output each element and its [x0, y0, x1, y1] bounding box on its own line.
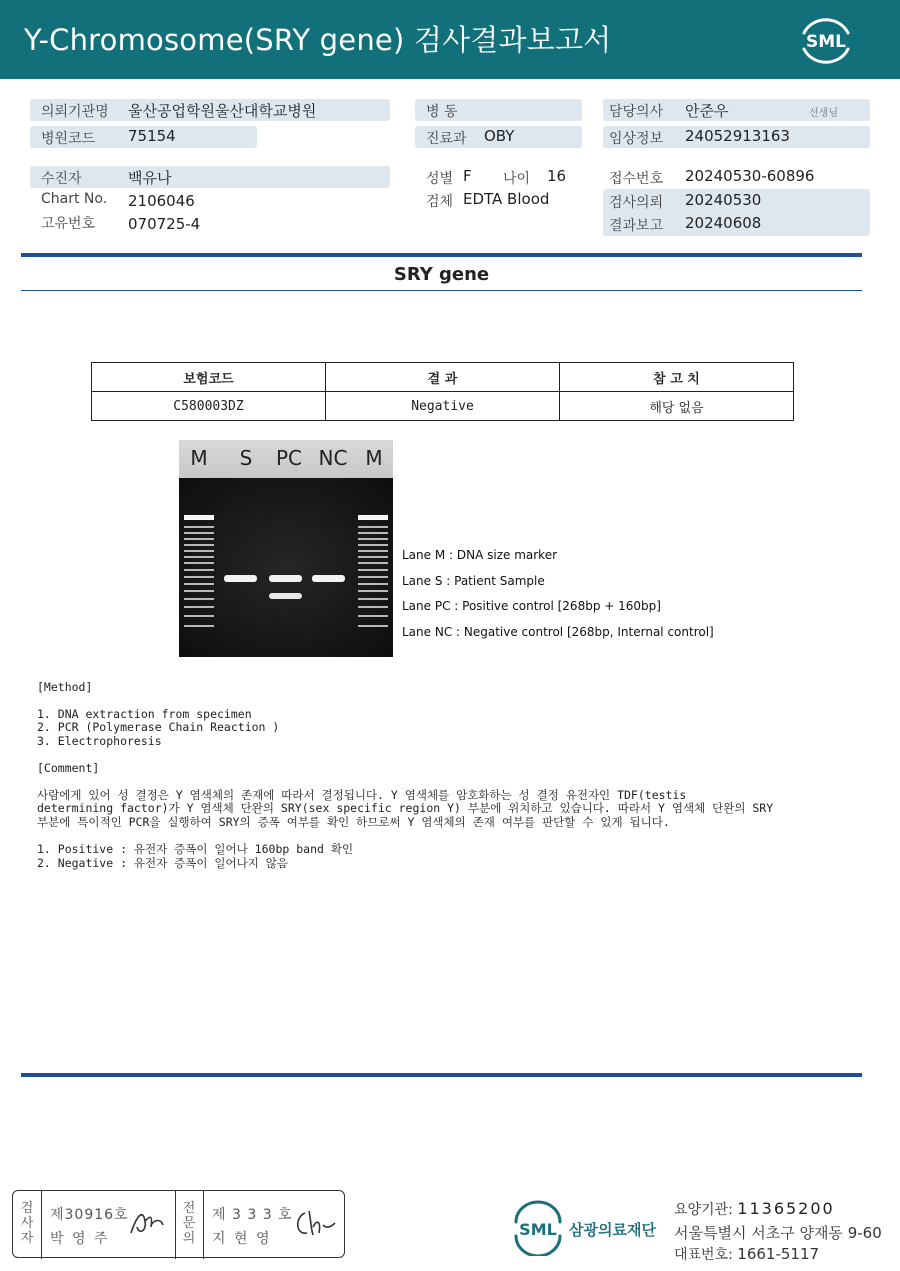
method-heading: [Method] — [37, 680, 93, 694]
report-title: Y-Chromosome(SRY gene) 검사결과보고서 — [24, 23, 612, 57]
ladder-band — [358, 576, 388, 578]
reception-value: 20240530-60896 — [685, 167, 815, 185]
reception-label: 접수번호 — [609, 171, 664, 187]
table-header-row — [92, 363, 794, 392]
ladder-band — [358, 538, 388, 540]
ladder-band — [358, 556, 388, 558]
method-item: 1. DNA extraction from specimen — [37, 707, 252, 721]
lane-label-nc: NC — [318, 446, 348, 470]
ladder-band — [184, 590, 214, 592]
comment-line: 사람에게 있어 성 결정은 Y 염색체의 존재에 따라서 결정됩니다. Y 염색체를 암호화하는 성 결정 유전자인 TDF(testis — [37, 788, 687, 802]
chart-value: 2106046 — [128, 192, 195, 210]
patient-value: 백유나 — [128, 169, 172, 187]
ladder-band — [358, 583, 388, 585]
ladder-band — [184, 562, 214, 564]
hospital-code-value: 75154 — [128, 127, 176, 145]
ladder-band — [184, 598, 214, 600]
report-label: 결과보고 — [609, 218, 664, 234]
ladder-band — [184, 569, 214, 571]
ladder-band — [358, 550, 388, 552]
divider-top — [21, 253, 862, 257]
ladder-band — [184, 538, 214, 540]
footer-phone-value: 1661-5117 — [737, 1245, 820, 1263]
lane-label-m2: M — [365, 446, 383, 470]
request-value: 20240530 — [685, 191, 762, 209]
patient-pill — [30, 166, 390, 188]
ladder-band — [184, 576, 214, 578]
specialist-name: 지 현 영 — [212, 1231, 272, 1247]
divider-title — [21, 290, 862, 291]
comment-line: determining factor)가 Y 염색체 단완의 SRY(sex specific region Y) 부분에 위치하고 있습니다. 따라서 Y 염색체 단완의 SRY — [37, 801, 774, 815]
institution-value: 울산공업학원울산대학교병원 — [128, 102, 317, 120]
ladder-band — [358, 590, 388, 592]
comment-item: 1. Positive : 유전자 증폭이 일어나 160bp band 확인 — [37, 842, 354, 856]
footer-org-name: 삼광의료재단 — [569, 1221, 656, 1239]
header-reference: 참 고 치 — [560, 363, 794, 392]
legend-lane-m: Lane M : DNA size marker — [402, 548, 558, 562]
ladder-band — [184, 556, 214, 558]
footer-address: 서울특별시 서초구 양재동 9-60 — [674, 1224, 882, 1242]
institution-label: 의뢰기관명 — [41, 104, 109, 120]
inspector-label: 검 사 자 — [20, 1201, 34, 1246]
ladder-band — [184, 526, 214, 528]
request-label: 검사의뢰 — [609, 195, 664, 211]
footer-sml-logo-icon — [510, 1200, 566, 1256]
ladder-band — [358, 615, 388, 617]
ladder-band — [358, 598, 388, 600]
divider-bottom — [21, 1073, 862, 1077]
chart-label: Chart No. — [41, 191, 108, 207]
sex-value: F — [463, 167, 472, 185]
ladder-band — [358, 625, 388, 627]
ladder-band — [358, 562, 388, 564]
header-result: 결 과 — [326, 363, 560, 392]
footer-institution-code — [674, 1199, 835, 1219]
cell-insurance-code: C580003DZ — [92, 392, 326, 421]
inspector-signature-icon — [127, 1205, 167, 1241]
lane-label-s: S — [239, 446, 253, 470]
doctor-value: 안준우 — [685, 102, 729, 120]
specimen-value: EDTA Blood — [463, 190, 550, 208]
inspector-license: 제30916호 — [50, 1207, 129, 1223]
band-nc-268 — [312, 575, 345, 582]
legend-lane-s: Lane S : Patient Sample — [402, 574, 545, 588]
doctor-suffix: 선생님 — [809, 108, 838, 119]
clinical-info-value: 24052913163 — [685, 127, 790, 145]
comment-heading: [Comment] — [37, 761, 100, 775]
ladder-band — [184, 544, 214, 546]
gel-background — [179, 478, 393, 657]
footer-phone — [674, 1244, 819, 1264]
ladder-band — [184, 532, 214, 534]
unique-value: 070725-4 — [128, 215, 201, 233]
ward-label: 병 동 — [426, 104, 458, 120]
lane-label-pc: PC — [275, 446, 303, 470]
ladder-band — [358, 526, 388, 528]
hospital-code-label: 병원코드 — [41, 131, 96, 147]
footer-code-label: 요양기관: — [674, 1202, 733, 1218]
sml-logo-icon — [796, 13, 856, 67]
department-value: OBY — [484, 127, 515, 145]
legend-lane-nc: Lane NC : Negative control [268bp, Internal control] — [402, 625, 714, 639]
ladder-band — [184, 615, 214, 617]
ladder-band — [184, 550, 214, 552]
section-title: SRY gene — [393, 264, 490, 285]
sml-logo-text: SML — [806, 32, 846, 52]
report-value: 20240608 — [685, 214, 762, 232]
ladder-band — [358, 515, 388, 520]
unique-label: 고유번호 — [41, 216, 96, 232]
age-value: 16 — [547, 167, 567, 185]
ladder-band — [184, 583, 214, 585]
footer-phone-label: 대표번호: — [674, 1247, 733, 1263]
cell-result: Negative — [326, 392, 560, 421]
band-pc-160 — [269, 593, 302, 599]
comment-line: 부분에 특이적인 PCR을 실행하여 SRY의 증폭 여부를 확인 하므로써 Y 염색체의 존재 여부를 판단할 수 있게 됩니다. — [37, 815, 670, 829]
result-table — [91, 362, 794, 421]
patient-label: 수진자 — [41, 171, 82, 187]
sex-label: 성별 — [426, 171, 454, 187]
ladder-band — [358, 606, 388, 608]
report-header — [0, 0, 900, 79]
cell-reference: 해당 없음 — [560, 392, 794, 421]
footer-code-value: 11365200 — [737, 1199, 835, 1218]
table-row — [92, 392, 794, 421]
department-label: 진료과 — [426, 131, 467, 147]
method-item: 2. PCR (Polymerase Chain Reaction ) — [37, 720, 280, 734]
ladder-band — [358, 532, 388, 534]
doctor-label: 담당의사 — [609, 104, 664, 120]
ladder-band — [358, 569, 388, 571]
method-item: 3. Electrophoresis — [37, 734, 162, 748]
inspector-name: 박 영 주 — [50, 1231, 110, 1247]
specialist-license: 제 3 3 3 호 — [212, 1207, 293, 1223]
band-sample-268 — [224, 575, 257, 582]
ladder-band — [184, 625, 214, 627]
lane-label-m1: M — [190, 446, 208, 470]
clinical-info-label: 임상정보 — [609, 131, 664, 147]
legend-lane-pc: Lane PC : Positive control [268bp + 160bp] — [402, 599, 661, 613]
band-pc-268 — [269, 575, 302, 582]
specialist-label: 전 문 의 — [182, 1201, 196, 1246]
specimen-label: 검체 — [426, 194, 454, 210]
ladder-band — [184, 515, 214, 520]
header-insurance-code: 보험코드 — [92, 363, 326, 392]
signature-box — [12, 1190, 345, 1258]
age-label: 나이 — [503, 171, 531, 187]
footer-logo-text: SML — [519, 1220, 557, 1239]
ladder-band — [358, 544, 388, 546]
gel-electrophoresis-image — [179, 440, 393, 657]
comment-item: 2. Negative : 유전자 증폭이 일어나지 않음 — [37, 856, 289, 870]
ladder-band — [184, 606, 214, 608]
specialist-signature-icon — [291, 1205, 339, 1241]
